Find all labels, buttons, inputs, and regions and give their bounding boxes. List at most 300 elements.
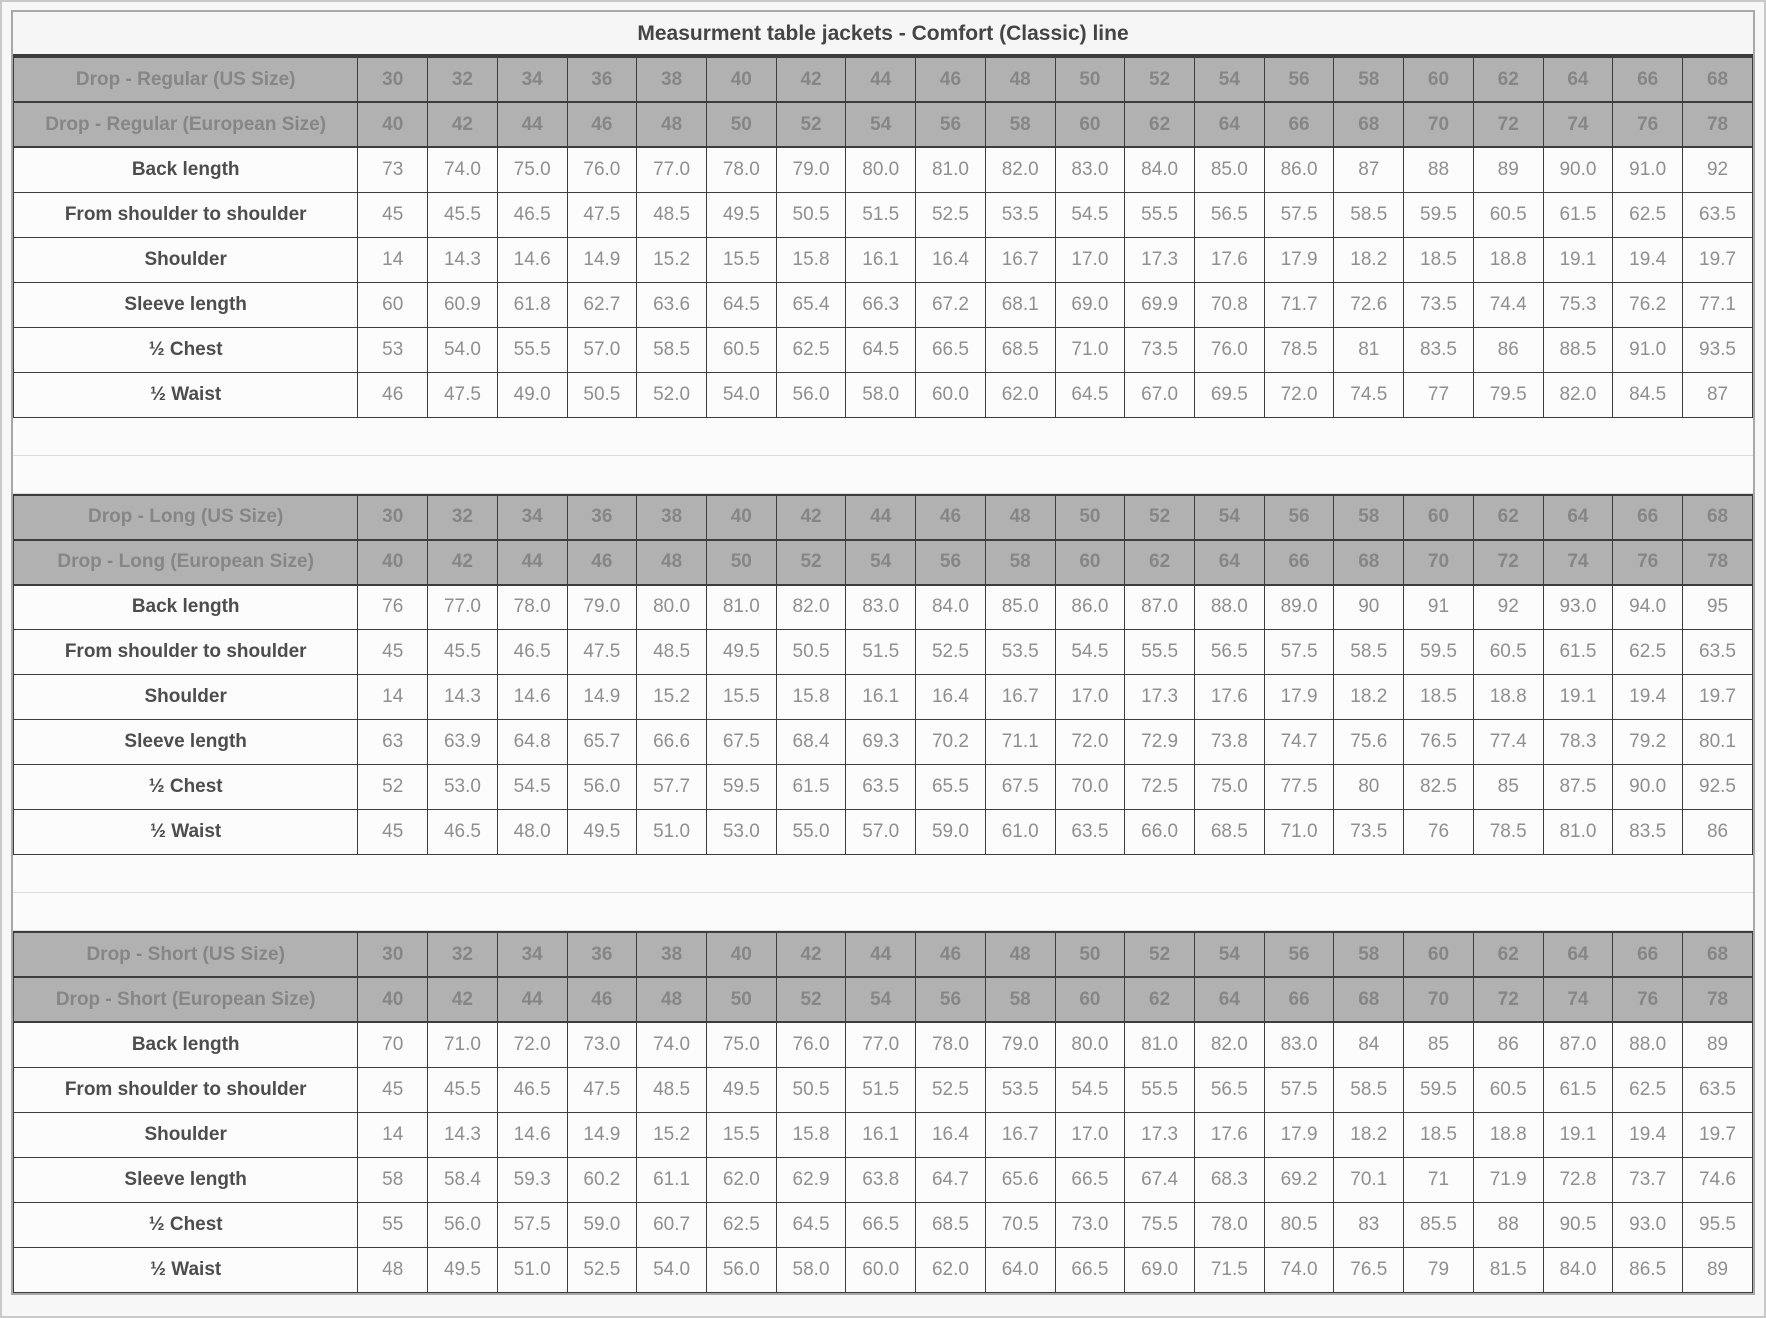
size-cell: 40 [706, 57, 776, 102]
value-cell: 57.5 [1264, 192, 1334, 237]
value-cell: 83 [1334, 1202, 1404, 1247]
value-cell: 83.0 [846, 585, 916, 630]
value-cell: 62.0 [916, 1247, 986, 1292]
size-cell: 48 [985, 495, 1055, 540]
size-cell: 42 [428, 540, 498, 585]
size-cell: 58 [985, 540, 1055, 585]
size-cell: 30 [358, 57, 428, 102]
size-cell: 50 [1055, 57, 1125, 102]
size-cell: 42 [428, 977, 498, 1022]
value-cell: 81.0 [1125, 1022, 1195, 1067]
value-cell: 88.0 [1613, 1022, 1683, 1067]
size-cell: 48 [637, 102, 707, 147]
value-cell: 78.3 [1543, 720, 1613, 765]
value-cell: 83.0 [1264, 1022, 1334, 1067]
value-cell: 89 [1683, 1022, 1753, 1067]
value-cell: 85.5 [1404, 1202, 1474, 1247]
size-cell: 34 [497, 932, 567, 977]
value-cell: 79.0 [567, 585, 637, 630]
size-cell: 74 [1543, 977, 1613, 1022]
size-cell: 62 [1125, 977, 1195, 1022]
value-cell: 17.9 [1264, 1112, 1334, 1157]
value-cell: 16.4 [916, 237, 986, 282]
table-row [14, 630, 1753, 675]
value-cell: 58.0 [846, 372, 916, 417]
value-cell: 15.2 [637, 237, 707, 282]
value-cell: 47.5 [428, 372, 498, 417]
value-cell: 52.5 [916, 630, 986, 675]
value-cell: 95 [1683, 585, 1753, 630]
size-cell: 70 [1404, 540, 1474, 585]
value-cell: 50.5 [776, 192, 846, 237]
size-cell: 44 [497, 540, 567, 585]
value-cell: 71.0 [428, 1022, 498, 1067]
value-cell: 17.6 [1194, 1112, 1264, 1157]
value-cell: 19.4 [1613, 675, 1683, 720]
value-cell: 49.5 [706, 1067, 776, 1112]
size-cell: 38 [637, 57, 707, 102]
value-cell: 16.4 [916, 675, 986, 720]
value-cell: 93.5 [1683, 327, 1753, 372]
value-cell: 46 [358, 372, 428, 417]
row-label: Shoulder [14, 1112, 358, 1157]
value-cell: 89.0 [1264, 585, 1334, 630]
value-cell: 67.5 [706, 720, 776, 765]
value-cell: 46.5 [497, 192, 567, 237]
table-row [14, 102, 1753, 147]
value-cell: 58.4 [428, 1157, 498, 1202]
table-row [14, 1202, 1753, 1247]
value-cell: 90.0 [1543, 147, 1613, 192]
value-cell: 15.5 [706, 1112, 776, 1157]
value-cell: 64.0 [985, 1247, 1055, 1292]
size-cell: 64 [1194, 977, 1264, 1022]
size-cell: 46 [567, 540, 637, 585]
size-cell: 52 [1125, 932, 1195, 977]
value-cell: 73.5 [1404, 282, 1474, 327]
value-cell: 17.3 [1125, 675, 1195, 720]
size-cell: 62 [1125, 102, 1195, 147]
value-cell: 73.5 [1125, 327, 1195, 372]
table-row [14, 57, 1753, 102]
value-cell: 76.5 [1334, 1247, 1404, 1292]
table-row [14, 765, 1753, 810]
value-cell: 72.0 [1264, 372, 1334, 417]
value-cell: 15.8 [776, 237, 846, 282]
section-table-short [13, 931, 1753, 1293]
value-cell: 61.0 [985, 810, 1055, 855]
value-cell: 14.3 [428, 1112, 498, 1157]
value-cell: 47.5 [567, 1067, 637, 1112]
value-cell: 74.4 [1473, 282, 1543, 327]
size-cell: 68 [1683, 932, 1753, 977]
value-cell: 80.1 [1683, 720, 1753, 765]
size-cell: 66 [1613, 932, 1683, 977]
value-cell: 82.0 [985, 147, 1055, 192]
size-cell: 46 [567, 102, 637, 147]
size-cell: 44 [846, 57, 916, 102]
value-cell: 62.9 [776, 1157, 846, 1202]
value-cell: 45.5 [428, 192, 498, 237]
value-cell: 83.5 [1613, 810, 1683, 855]
size-cell: 56 [916, 102, 986, 147]
size-cell: 44 [846, 495, 916, 540]
size-cell: 62 [1125, 540, 1195, 585]
value-cell: 14 [358, 1112, 428, 1157]
value-cell: 17.6 [1194, 237, 1264, 282]
value-cell: 72.0 [497, 1022, 567, 1067]
value-cell: 59.5 [1404, 1067, 1474, 1112]
value-cell: 52 [358, 765, 428, 810]
value-cell: 67.2 [916, 282, 986, 327]
size-cell: 40 [706, 932, 776, 977]
size-cell: 34 [497, 57, 567, 102]
value-cell: 14.3 [428, 675, 498, 720]
row-label: Sleeve length [14, 720, 358, 765]
value-cell: 66.3 [846, 282, 916, 327]
value-cell: 79 [1404, 1247, 1474, 1292]
value-cell: 84.0 [1125, 147, 1195, 192]
value-cell: 77.5 [1264, 765, 1334, 810]
value-cell: 61.5 [776, 765, 846, 810]
table-row [14, 1067, 1753, 1112]
value-cell: 49.0 [497, 372, 567, 417]
value-cell: 56.5 [1194, 1067, 1264, 1112]
size-cell: 32 [428, 932, 498, 977]
value-cell: 71.1 [985, 720, 1055, 765]
value-cell: 94.0 [1613, 585, 1683, 630]
size-cell: 56 [1264, 57, 1334, 102]
value-cell: 91 [1404, 585, 1474, 630]
value-cell: 76.5 [1404, 720, 1474, 765]
value-cell: 56.5 [1194, 630, 1264, 675]
size-cell: 68 [1334, 102, 1404, 147]
value-cell: 62.5 [1613, 630, 1683, 675]
size-cell: 68 [1683, 57, 1753, 102]
value-cell: 55.5 [1125, 630, 1195, 675]
value-cell: 65.5 [916, 765, 986, 810]
value-cell: 59.5 [1404, 630, 1474, 675]
row-label: ½ Waist [14, 1247, 358, 1292]
value-cell: 51.0 [497, 1247, 567, 1292]
table-row [14, 675, 1753, 720]
size-cell: 48 [637, 540, 707, 585]
value-cell: 67.0 [1125, 372, 1195, 417]
value-cell: 77.0 [428, 585, 498, 630]
size-cell: 76 [1613, 102, 1683, 147]
value-cell: 49.5 [706, 630, 776, 675]
value-cell: 65.4 [776, 282, 846, 327]
value-cell: 66.5 [1055, 1247, 1125, 1292]
value-cell: 84.0 [1543, 1247, 1613, 1292]
value-cell: 50.5 [776, 1067, 846, 1112]
value-cell: 74.0 [428, 147, 498, 192]
value-cell: 83.0 [1055, 147, 1125, 192]
value-cell: 75.5 [1125, 1202, 1195, 1247]
value-cell: 77.0 [846, 1022, 916, 1067]
value-cell: 86 [1473, 1022, 1543, 1067]
row-label: ½ Waist [14, 372, 358, 417]
size-cell: 44 [497, 977, 567, 1022]
row-label: ½ Waist [14, 810, 358, 855]
value-cell: 70.5 [985, 1202, 1055, 1247]
value-cell: 56.0 [706, 1247, 776, 1292]
size-cell: 70 [1404, 977, 1474, 1022]
value-cell: 68.5 [985, 327, 1055, 372]
value-cell: 73.0 [567, 1022, 637, 1067]
row-label: Sleeve length [14, 282, 358, 327]
value-cell: 58.5 [1334, 630, 1404, 675]
value-cell: 15.8 [776, 675, 846, 720]
value-cell: 71.5 [1194, 1247, 1264, 1292]
size-cell: 78 [1683, 540, 1753, 585]
value-cell: 65.6 [985, 1157, 1055, 1202]
size-cell: 46 [916, 57, 986, 102]
value-cell: 77 [1404, 372, 1474, 417]
value-cell: 16.1 [846, 1112, 916, 1157]
row-label: Drop - Long (US Size) [14, 495, 358, 540]
value-cell: 62.7 [567, 282, 637, 327]
value-cell: 68.1 [985, 282, 1055, 327]
value-cell: 67.4 [1125, 1157, 1195, 1202]
table-row [14, 237, 1753, 282]
value-cell: 95.5 [1683, 1202, 1753, 1247]
row-label: Drop - Short (European Size) [14, 977, 358, 1022]
size-cell: 64 [1194, 102, 1264, 147]
value-cell: 52.0 [637, 372, 707, 417]
size-cell: 42 [428, 102, 498, 147]
size-cell: 60 [1055, 102, 1125, 147]
value-cell: 63.5 [1683, 630, 1753, 675]
size-cell: 60 [1404, 57, 1474, 102]
row-label: From shoulder to shoulder [14, 192, 358, 237]
size-cell: 30 [358, 495, 428, 540]
value-cell: 17.9 [1264, 237, 1334, 282]
value-cell: 45 [358, 1067, 428, 1112]
value-cell: 74.0 [637, 1022, 707, 1067]
table-row [14, 1112, 1753, 1157]
value-cell: 54.0 [428, 327, 498, 372]
value-cell: 70.2 [916, 720, 986, 765]
value-cell: 63.6 [637, 282, 707, 327]
value-cell: 60 [358, 282, 428, 327]
value-cell: 80.0 [846, 147, 916, 192]
value-cell: 61.5 [1543, 192, 1613, 237]
measurement-table-container [11, 10, 1755, 1295]
value-cell: 68.3 [1194, 1157, 1264, 1202]
value-cell: 70.1 [1334, 1157, 1404, 1202]
size-cell: 40 [706, 495, 776, 540]
size-cell: 54 [1194, 57, 1264, 102]
size-cell: 54 [846, 540, 916, 585]
value-cell: 16.7 [985, 675, 1055, 720]
value-cell: 17.3 [1125, 237, 1195, 282]
value-cell: 75.6 [1334, 720, 1404, 765]
size-cell: 44 [846, 932, 916, 977]
size-cell: 74 [1543, 102, 1613, 147]
value-cell: 45.5 [428, 630, 498, 675]
value-cell: 78.0 [497, 585, 567, 630]
value-cell: 45.5 [428, 1067, 498, 1112]
value-cell: 55 [358, 1202, 428, 1247]
size-cell: 72 [1473, 102, 1543, 147]
value-cell: 86.0 [1055, 585, 1125, 630]
value-cell: 53.5 [985, 1067, 1055, 1112]
value-cell: 77.0 [637, 147, 707, 192]
value-cell: 14 [358, 237, 428, 282]
value-cell: 86 [1473, 327, 1543, 372]
value-cell: 90.0 [1613, 765, 1683, 810]
value-cell: 75.0 [706, 1022, 776, 1067]
value-cell: 54.0 [637, 1247, 707, 1292]
size-cell: 56 [916, 977, 986, 1022]
value-cell: 19.4 [1613, 237, 1683, 282]
value-cell: 48.5 [637, 630, 707, 675]
value-cell: 61.1 [637, 1157, 707, 1202]
value-cell: 16.1 [846, 237, 916, 282]
value-cell: 14.9 [567, 675, 637, 720]
value-cell: 63 [358, 720, 428, 765]
value-cell: 91.0 [1613, 147, 1683, 192]
value-cell: 69.3 [846, 720, 916, 765]
table-row [14, 585, 1753, 630]
value-cell: 66.5 [846, 1202, 916, 1247]
value-cell: 54.0 [706, 372, 776, 417]
size-cell: 42 [776, 57, 846, 102]
size-cell: 42 [776, 495, 846, 540]
size-cell: 52 [776, 102, 846, 147]
value-cell: 71.0 [1055, 327, 1125, 372]
value-cell: 54.5 [1055, 1067, 1125, 1112]
value-cell: 78.0 [706, 147, 776, 192]
value-cell: 60.9 [428, 282, 498, 327]
value-cell: 15.8 [776, 1112, 846, 1157]
value-cell: 68.5 [916, 1202, 986, 1247]
value-cell: 59.5 [706, 765, 776, 810]
value-cell: 75.0 [497, 147, 567, 192]
value-cell: 14.9 [567, 237, 637, 282]
row-label: ½ Chest [14, 765, 358, 810]
size-cell: 68 [1334, 977, 1404, 1022]
table-row [14, 932, 1753, 977]
value-cell: 87.0 [1125, 585, 1195, 630]
value-cell: 16.7 [985, 237, 1055, 282]
row-label: Drop - Short (US Size) [14, 932, 358, 977]
value-cell: 71.0 [1264, 810, 1334, 855]
size-cell: 38 [637, 932, 707, 977]
value-cell: 62.5 [1613, 1067, 1683, 1112]
size-cell: 58 [985, 102, 1055, 147]
value-cell: 69.0 [1125, 1247, 1195, 1292]
size-cell: 76 [1613, 977, 1683, 1022]
value-cell: 15.5 [706, 237, 776, 282]
value-cell: 16.1 [846, 675, 916, 720]
row-label: Back length [14, 585, 358, 630]
value-cell: 47.5 [567, 630, 637, 675]
row-label: Drop - Regular (European Size) [14, 102, 358, 147]
value-cell: 57.7 [637, 765, 707, 810]
value-cell: 84.0 [916, 585, 986, 630]
table-title: Measurment table jackets - Comfort (Classic) line [13, 12, 1753, 56]
value-cell: 81.0 [706, 585, 776, 630]
value-cell: 78.5 [1264, 327, 1334, 372]
value-cell: 60.5 [1473, 630, 1543, 675]
table-row [14, 977, 1753, 1022]
section-gap-row [13, 456, 1753, 494]
value-cell: 76 [1404, 810, 1474, 855]
size-cell: 46 [916, 495, 986, 540]
row-label: From shoulder to shoulder [14, 630, 358, 675]
value-cell: 89 [1473, 147, 1543, 192]
value-cell: 18.8 [1473, 237, 1543, 282]
value-cell: 51.0 [637, 810, 707, 855]
size-cell: 48 [637, 977, 707, 1022]
value-cell: 63.9 [428, 720, 498, 765]
value-cell: 58.5 [1334, 1067, 1404, 1112]
table-row [14, 1157, 1753, 1202]
value-cell: 66.5 [916, 327, 986, 372]
value-cell: 84.5 [1613, 372, 1683, 417]
value-cell: 76 [358, 585, 428, 630]
value-cell: 53.5 [985, 630, 1055, 675]
size-cell: 64 [1543, 495, 1613, 540]
value-cell: 18.2 [1334, 237, 1404, 282]
size-cell: 36 [567, 932, 637, 977]
value-cell: 74.0 [1264, 1247, 1334, 1292]
value-cell: 58.5 [637, 327, 707, 372]
value-cell: 84 [1334, 1022, 1404, 1067]
value-cell: 56.5 [1194, 192, 1264, 237]
value-cell: 86.0 [1264, 147, 1334, 192]
value-cell: 71.9 [1473, 1157, 1543, 1202]
value-cell: 82.0 [1543, 372, 1613, 417]
size-cell: 66 [1264, 102, 1334, 147]
value-cell: 69.5 [1194, 372, 1264, 417]
value-cell: 81 [1334, 327, 1404, 372]
value-cell: 75.3 [1543, 282, 1613, 327]
value-cell: 72.8 [1543, 1157, 1613, 1202]
value-cell: 46.5 [497, 1067, 567, 1112]
value-cell: 74.5 [1334, 372, 1404, 417]
size-cell: 64 [1194, 540, 1264, 585]
value-cell: 70.0 [1055, 765, 1125, 810]
value-cell: 74.7 [1264, 720, 1334, 765]
value-cell: 17.9 [1264, 675, 1334, 720]
value-cell: 61.5 [1543, 630, 1613, 675]
value-cell: 45 [358, 630, 428, 675]
value-cell: 48.5 [637, 192, 707, 237]
value-cell: 80.5 [1264, 1202, 1334, 1247]
value-cell: 88 [1473, 1202, 1543, 1247]
section-gap-row [13, 893, 1753, 931]
value-cell: 18.5 [1404, 675, 1474, 720]
table-row [14, 147, 1753, 192]
value-cell: 65.7 [567, 720, 637, 765]
value-cell: 18.2 [1334, 675, 1404, 720]
value-cell: 49.5 [567, 810, 637, 855]
value-cell: 51.5 [846, 1067, 916, 1112]
value-cell: 91.0 [1613, 327, 1683, 372]
value-cell: 14 [358, 675, 428, 720]
value-cell: 77.4 [1473, 720, 1543, 765]
value-cell: 49.5 [428, 1247, 498, 1292]
value-cell: 47.5 [567, 192, 637, 237]
section-gap [13, 418, 1753, 494]
value-cell: 88.5 [1543, 327, 1613, 372]
value-cell: 14.6 [497, 1112, 567, 1157]
value-cell: 16.7 [985, 1112, 1055, 1157]
size-cell: 66 [1613, 495, 1683, 540]
